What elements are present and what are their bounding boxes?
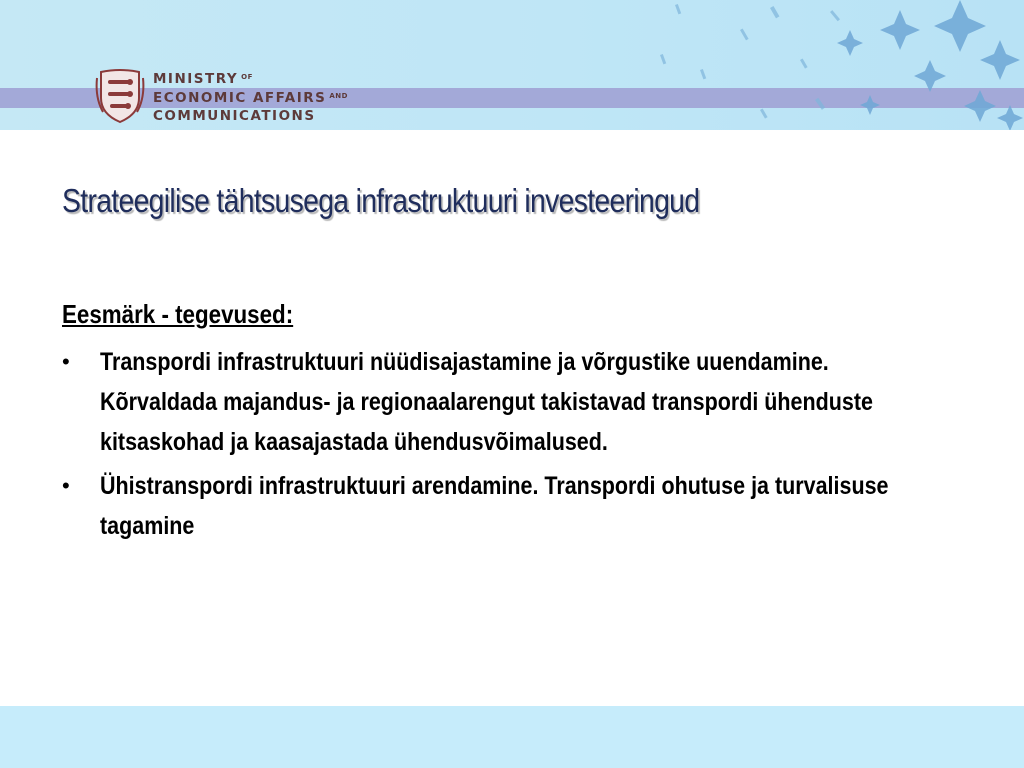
estonian-coat-of-arms-icon [95, 68, 145, 124]
bullet-text: Ühistranspordi infrastruktuuri arendamine. Transpordi ohutuse ja turvalisuse tagamine [100, 472, 889, 540]
slide-subheading: Eesmärk - tegevused: [62, 299, 294, 329]
slide-content [62, 296, 962, 550]
bullet-list [62, 342, 962, 546]
bullet-item [62, 342, 962, 462]
logo-line-1-suffix: OF [241, 73, 253, 81]
snowflake-pattern-decoration [600, 0, 1024, 130]
slide-title: Strateegilise tähtsusega infrastruktuuri investeeringud [62, 182, 700, 219]
logo-line-3: COMMUNICATIONS [153, 108, 316, 124]
bullet-text: Transpordi infrastruktuuri nüüdisajastamine ja võrgustike uuendamine. Kõrvaldada majandus- ja regionaalarengut takistavad transpordi ühenduste kitsaskohad ja kaasajastada ühendusvõimalused. [100, 348, 873, 456]
ministry-name [153, 68, 373, 126]
bullet-marker: • [62, 473, 70, 498]
ministry-logo [95, 68, 365, 126]
logo-line-2-suffix: AND [329, 92, 348, 100]
bullet-marker: • [62, 349, 70, 374]
slide-header-banner [0, 0, 1024, 130]
slide-footer-band [0, 706, 1024, 768]
logo-line-2: ECONOMIC AFFAIRS [153, 90, 327, 106]
bullet-item [62, 466, 962, 546]
logo-line-1: MINISTRY [153, 71, 239, 87]
